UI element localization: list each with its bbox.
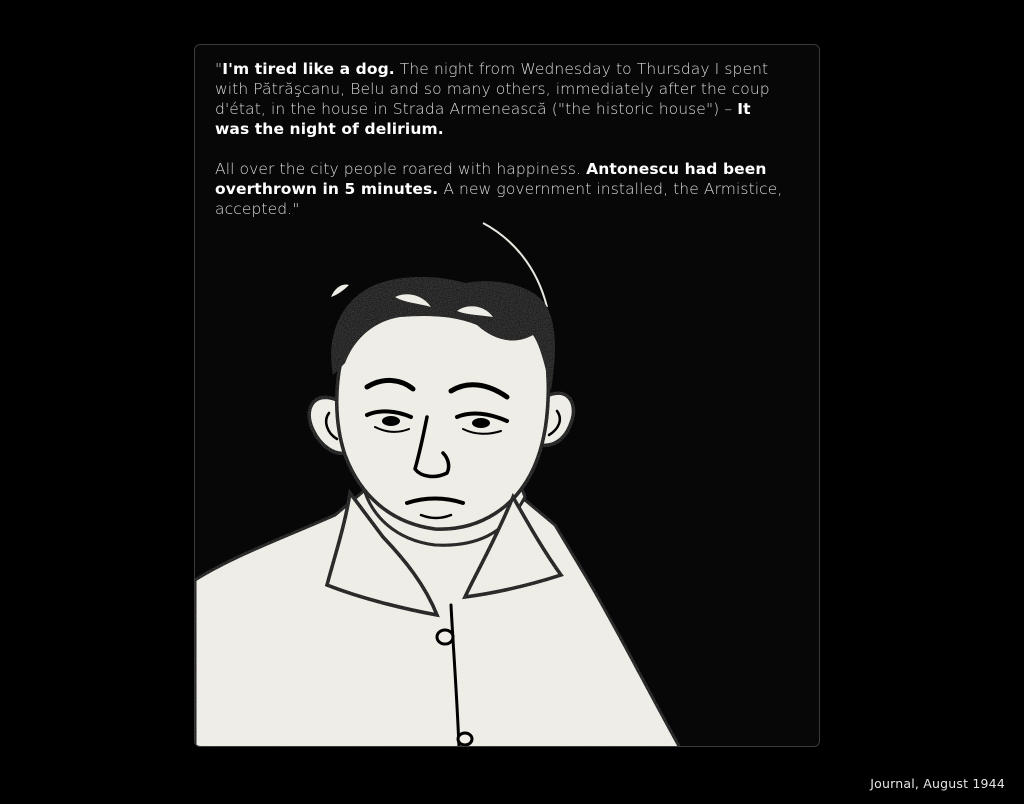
illustration-panel [194, 44, 820, 747]
face [337, 307, 549, 529]
eye-right [472, 418, 490, 428]
quote-paragraph-1: "I'm tired like a dog. The night from Wednesday to Thursday I spent with Pătrăşcanu, Belu and so many others, immediately after the coup d'état, in the house in Strada Armenească ("the historic house") – It was the night of delirium. [215, 60, 770, 138]
eye-left [382, 416, 400, 426]
quote-paragraph-2: All over the city people roared with happiness. Antonescu had been overthrown in 5 minutes. A new government installed, the Armistice, accepted." [215, 160, 783, 218]
hair-highlight [331, 285, 349, 298]
journal-quote [215, 59, 790, 219]
shirt-button [458, 733, 472, 745]
shirt-button [437, 630, 453, 644]
source-credit: Journal, August 1944 [870, 776, 1005, 791]
